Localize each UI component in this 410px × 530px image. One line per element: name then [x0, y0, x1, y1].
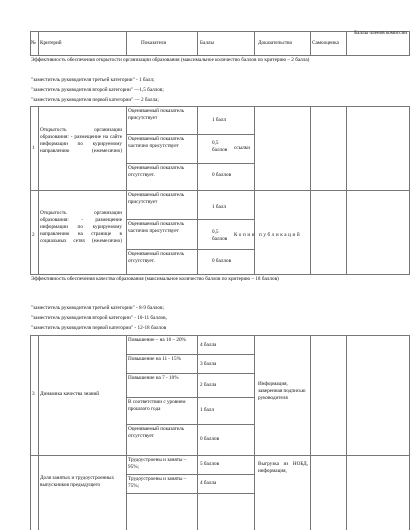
row4-indicator-2: Трудоустроены и заняты – 75%; [128, 476, 187, 490]
row3-points-1: 4 балла [200, 342, 217, 348]
row4-points-2: 4 балла [200, 480, 217, 486]
row2-points-2: 0,5 баллов [212, 229, 228, 243]
header-evidence: Доказательство [258, 40, 293, 46]
row1-number: 1 [32, 145, 35, 151]
row3-indicator-2: Повышение на 11 - 15% [128, 356, 181, 362]
row2-points-3: 0 баллов [212, 258, 232, 264]
row2-indicator-3: Оцениваемый показатель отсутствует. [128, 251, 185, 265]
row1-criterion: Открытость организации образования: - размещение на сайте информации по курируемому направлению (ежемесячно) [40, 127, 122, 155]
row3-number: 3 [32, 391, 35, 397]
header-self-assessment: Самооценка [312, 40, 339, 46]
row3-points-3: 2 балла [200, 382, 217, 388]
row2-evidence: Копии публикаций [234, 232, 302, 238]
row2-number: 2 [32, 232, 35, 238]
row3-indicator-4: В соответствии с уровнем прошлого года [128, 399, 186, 413]
row2-indicator-2: Оцениваемый показатель частично присутствует [128, 221, 185, 235]
row4-points-1: 5 баллов [200, 461, 220, 467]
row3-points-5: 0 баллов [200, 436, 220, 442]
row1-points-3: 0 баллов [212, 172, 232, 178]
section1-category-2: "заместитель руководителя второй категории" —1,5 баллов; [31, 87, 164, 93]
section2-category-2: "заместитель руководителя второй категории" - 10-11 баллов, [31, 315, 167, 321]
header-criterion: Критерий [40, 40, 62, 46]
section2-category-1: "заместитель руководителя первой категории" - 12-18 баллов [31, 325, 167, 331]
header-no: № [31, 40, 36, 46]
row3-indicator-1: Повышение – на 16 – 20% [128, 337, 186, 343]
row4-indicator-1: Трудоустроены и заняты – 95%; [128, 457, 187, 471]
section2-title [31, 276, 279, 283]
row3-evidence: Информация, заверенная подписью руководителя [258, 381, 306, 402]
row2-indicator-1: Оцениваемый показатель присутствует [128, 192, 185, 206]
row1-indicator-1: Оцениваемый показатель присутствует [128, 108, 185, 122]
row4-evidence: Выгрузка из НОБД, информация, [258, 461, 308, 475]
row1-evidence: ссылки [234, 145, 250, 151]
row3-criterion: Динамика качества знаний [40, 391, 100, 397]
section1-category-1: "заместитель руководителя первой категории" — 2 балла; [31, 97, 159, 103]
row2-points-1: 1 балл [212, 204, 227, 210]
row3-points-2: 3 балла [200, 361, 217, 367]
row1-points-2: 0,5 баллов [212, 140, 228, 154]
row1-indicator-3: Оцениваемый показатель отсутствует. [128, 165, 185, 179]
row3-indicator-3: Повышение на 7 - 10% [128, 375, 179, 381]
section2-title-text: Эффективность обеспечения качества образования (максимальное количество баллов по критерию – 18 баллов) [31, 276, 279, 282]
section1-category-3: "заместитель руководителя третьей категории" - 1 балл; [31, 77, 155, 83]
section1-title: Эффективность обеспечения открытости организации образования (максимальное количество баллов по критерию – 2 балла) [31, 57, 310, 63]
row1-points-1: 1 балл [212, 117, 227, 123]
row2-criterion: Открытость организации образования: - размещение информации по курируемому направлению на странице в социальных сетях (ежемесячно) [40, 210, 122, 245]
row4-criterion: Доля занятых и трудоустроенных выпускников предыдущего [40, 475, 115, 489]
header-points: Баллы [200, 40, 214, 46]
row3-points-4: 1 балл [200, 407, 215, 413]
header-indicators: Показатели [141, 40, 167, 46]
row3-indicator-5: Оцениваемый показатель отсутствует [128, 426, 185, 440]
section2-category-3: "заместитель руководителя третьей категории" - 8-9 баллов; [31, 305, 164, 311]
row1-indicator-2: Оцениваемый показатель частично присутствует [128, 136, 185, 150]
header-members-points: Баллы членов комиссии [354, 30, 407, 36]
